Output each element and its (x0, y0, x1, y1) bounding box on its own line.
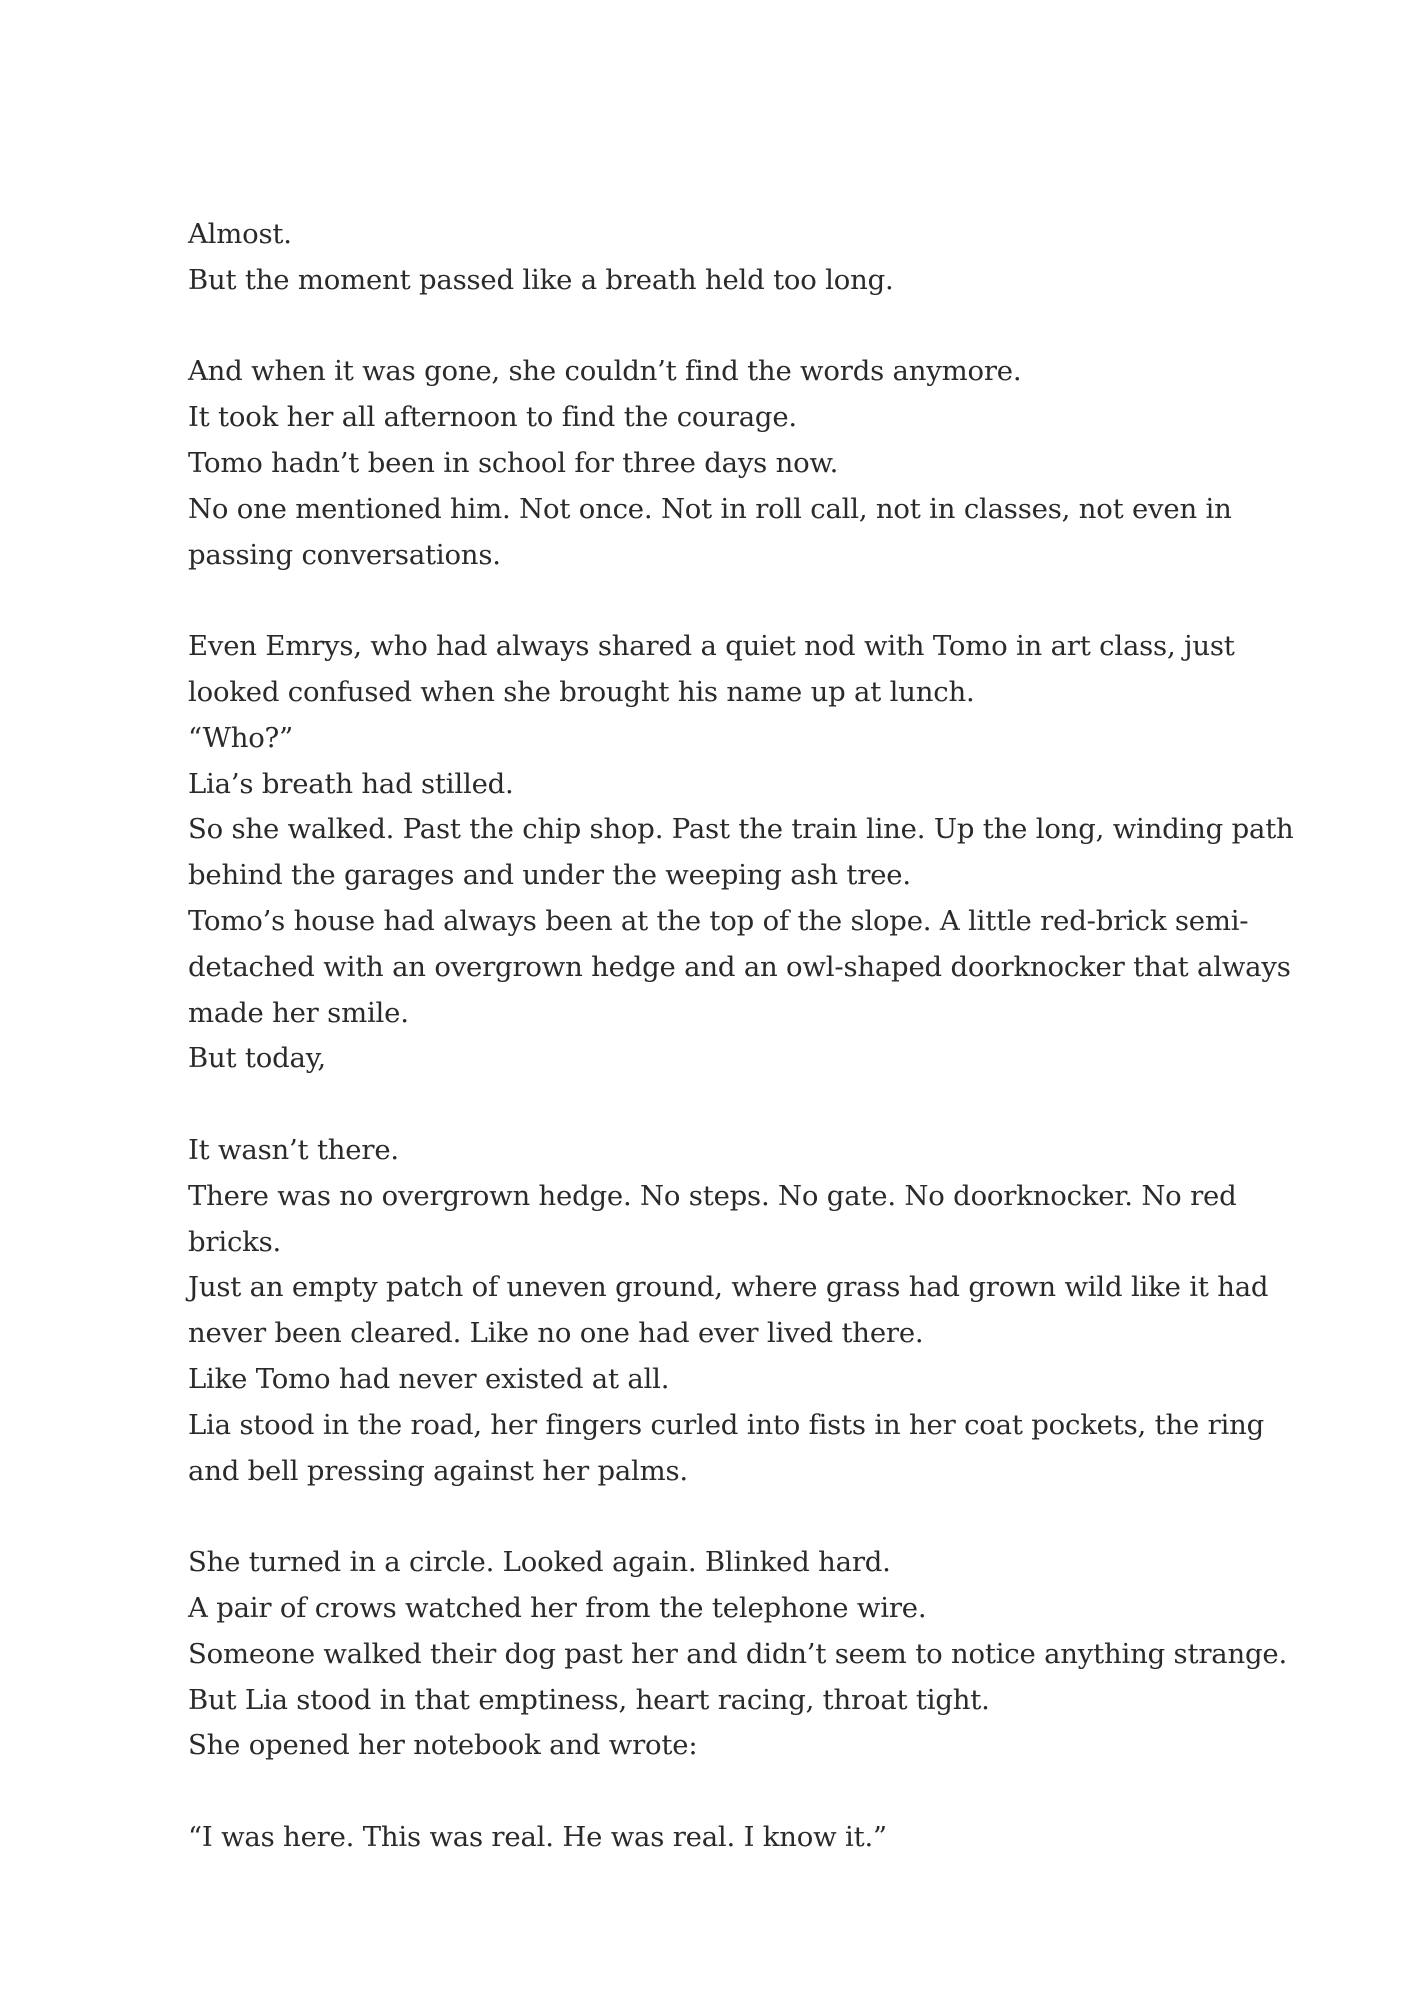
story-text (188, 212, 1294, 1861)
text-line: But Lia stood in that emptiness, heart racing, throat tight. (188, 1683, 990, 1716)
text-line: Tomo hadn’t been in school for three days now. (188, 446, 839, 479)
text-line: and bell pressing against her palms. (188, 1454, 688, 1487)
text-line: And when it was gone, she couldn’t find the words anymore. (188, 355, 1022, 388)
text-line: But today, (188, 1042, 326, 1075)
text-line: Like Tomo had never existed at all. (188, 1362, 670, 1395)
paragraph (188, 1540, 1287, 1769)
text-line: No one mentioned him. Not once. Not in roll call, not in classes, not even in (188, 492, 1232, 525)
text-line: passing conversations. (188, 538, 501, 571)
text-line: Lia stood in the road, her fingers curled into fists in her coat pockets, the ring (188, 1408, 1265, 1441)
paragraph (188, 1128, 1269, 1494)
text-line: Almost. (188, 218, 292, 250)
text-line: It took her all afternoon to find the courage. (188, 401, 797, 434)
text-line: A pair of crows watched her from the telephone wire. (188, 1591, 927, 1624)
text-line: Just an empty patch of uneven ground, where grass had grown wild like it had (188, 1271, 1269, 1304)
text-line: bricks. (188, 1225, 282, 1258)
text-line: So she walked. Past the chip shop. Past the train line. Up the long, winding path (188, 813, 1294, 846)
text-line: It wasn’t there. (188, 1133, 399, 1166)
text-line: behind the garages and under the weeping ash tree. (188, 859, 911, 892)
paragraph (188, 212, 1248, 304)
text-line: There was no overgrown hedge. No steps. No gate. No doorknocker. No red (188, 1179, 1237, 1212)
paragraph (188, 624, 1294, 1082)
text-line: Someone walked their dog past her and didn’t seem to notice anything strange. (188, 1637, 1287, 1670)
text-line: She opened her notebook and wrote: (188, 1729, 698, 1762)
text-line: never been cleared. Like no one had ever lived there. (188, 1317, 924, 1350)
text-line: looked confused when she brought his name up at lunch. (188, 675, 975, 708)
text-line: detached with an overgrown hedge and an owl-shaped doorknocker that always (188, 950, 1291, 983)
text-line: “Who?” (188, 721, 293, 754)
paragraph (188, 349, 1248, 578)
text-line: Even Emrys, who had always shared a quiet nod with Tomo in art class, just (188, 630, 1235, 663)
paragraph (188, 1815, 1248, 1861)
text-line: “I was here. This was real. He was real. I know it.” (188, 1820, 887, 1853)
text-line: But the moment passed like a breath held too long. (188, 263, 894, 296)
text-line: Lia’s breath had stilled. (188, 767, 514, 800)
text-line: She turned in a circle. Looked again. Blinked hard. (188, 1546, 891, 1579)
text-line: made her smile. (188, 996, 409, 1029)
text-line: Tomo’s house had always been at the top of the slope. A little red-brick semi- (188, 904, 1249, 937)
